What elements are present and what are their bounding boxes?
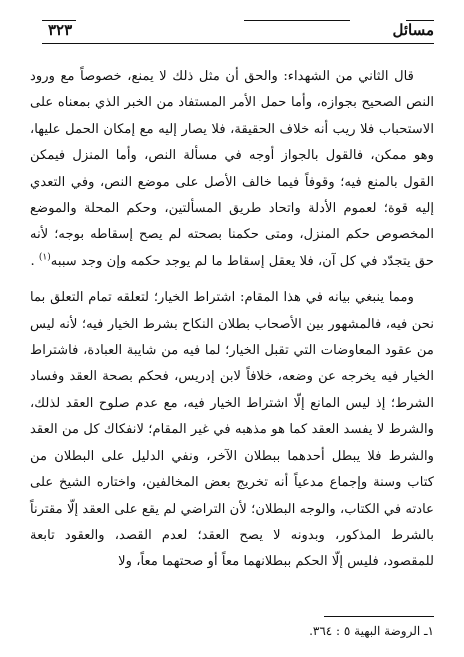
paragraph-text: ومما ينبغي بيانه في هذا المقام: اشتراط الخيار؛ لتعلقه تمام التعلق بما نحن فيه، فالمشهور بين الأصحاب بطلان النكاح بشرط الخيار فيه؛ لأنه ليس من عقود المعاوضات التي تقبل الخيار؛ لما فيه من شايبة العبادة، فاشتراط الخيار فيه يخرجه عن وضعه، خلافاً لابن إدريس، فحكم بصحة العقد وفساد الشرط؛ إذ ليس المانع إلّا اشتراط الخيار فيه، مع عدم صلوح العقد لذلك، والشرط لا يفسد العقد كما هو مذهبه في غير المقام؛ لانفكاك كل من العقد والشرط فلا يبطل أحدهما ببطلان الآخر، ونفي الدليل على البطلان من كتاب وسنة وإجماع مدعياً أنه تخريج بعض المخالفين، واختاره الشيخ على عادته في الكتاب، والوجه البطلان؛ لأن التراضي لم يقع على العقد إلّا مقترناً بالشرط المذكور، وبدونه لا يصح العقد؛ لعدم القصد، والعقود تابعة للمقصود، فليس إلّا الحكم ببطلانهما معاً أو صحتهما معاً، ولا <box>30 290 434 570</box>
header-decor-line <box>244 20 350 21</box>
body-text <box>30 64 434 576</box>
paragraph-end: . <box>30 253 39 269</box>
footnote-reference[interactable]: (١) <box>38 252 51 263</box>
footnote: ١ـ الروضة البهية ٥ : ٣٦٤. <box>309 624 434 638</box>
running-title: مسائل <box>392 21 434 39</box>
paragraph-text: قال الثاني من الشهداء: والحق أن مثل ذلك لا يمنع، خصوصاً مع ورود النص الصحيح بجوازه، وأما حمل الأمر المستفاد من الخبر الذي بمعناه على الاستحباب فلا ريب أنه خلاف الحقيقة، فلا يصار إليه مع إمكان الحمل عليها، وهو ممكن، فالقول بالجواز أوجه في مسألة النص، وأما المنزل فيمكن القول بالمنع فيه؛ وقوفاً فيما خالف الأصل على موضع النص، وفي التعدي إليه قوة؛ لعموم الأدلة واتحاد طريق المسألتين، وحكم المحلة والموضع المخصوص حكم المنزل، ومتى حكمنا بصحته لم يصح إسقاطه بوجه؛ لأنه حق يتجدّد في كل آن، فلا يعقل إسقاط ما لم يوجد حكمه وإن وجد سببه <box>30 69 434 269</box>
footnote-separator <box>324 616 434 617</box>
paragraph <box>30 64 434 275</box>
page-header <box>42 20 434 46</box>
header-rule <box>42 43 434 44</box>
page-number: ٣٢٣ <box>48 21 73 39</box>
paragraph <box>30 285 434 575</box>
